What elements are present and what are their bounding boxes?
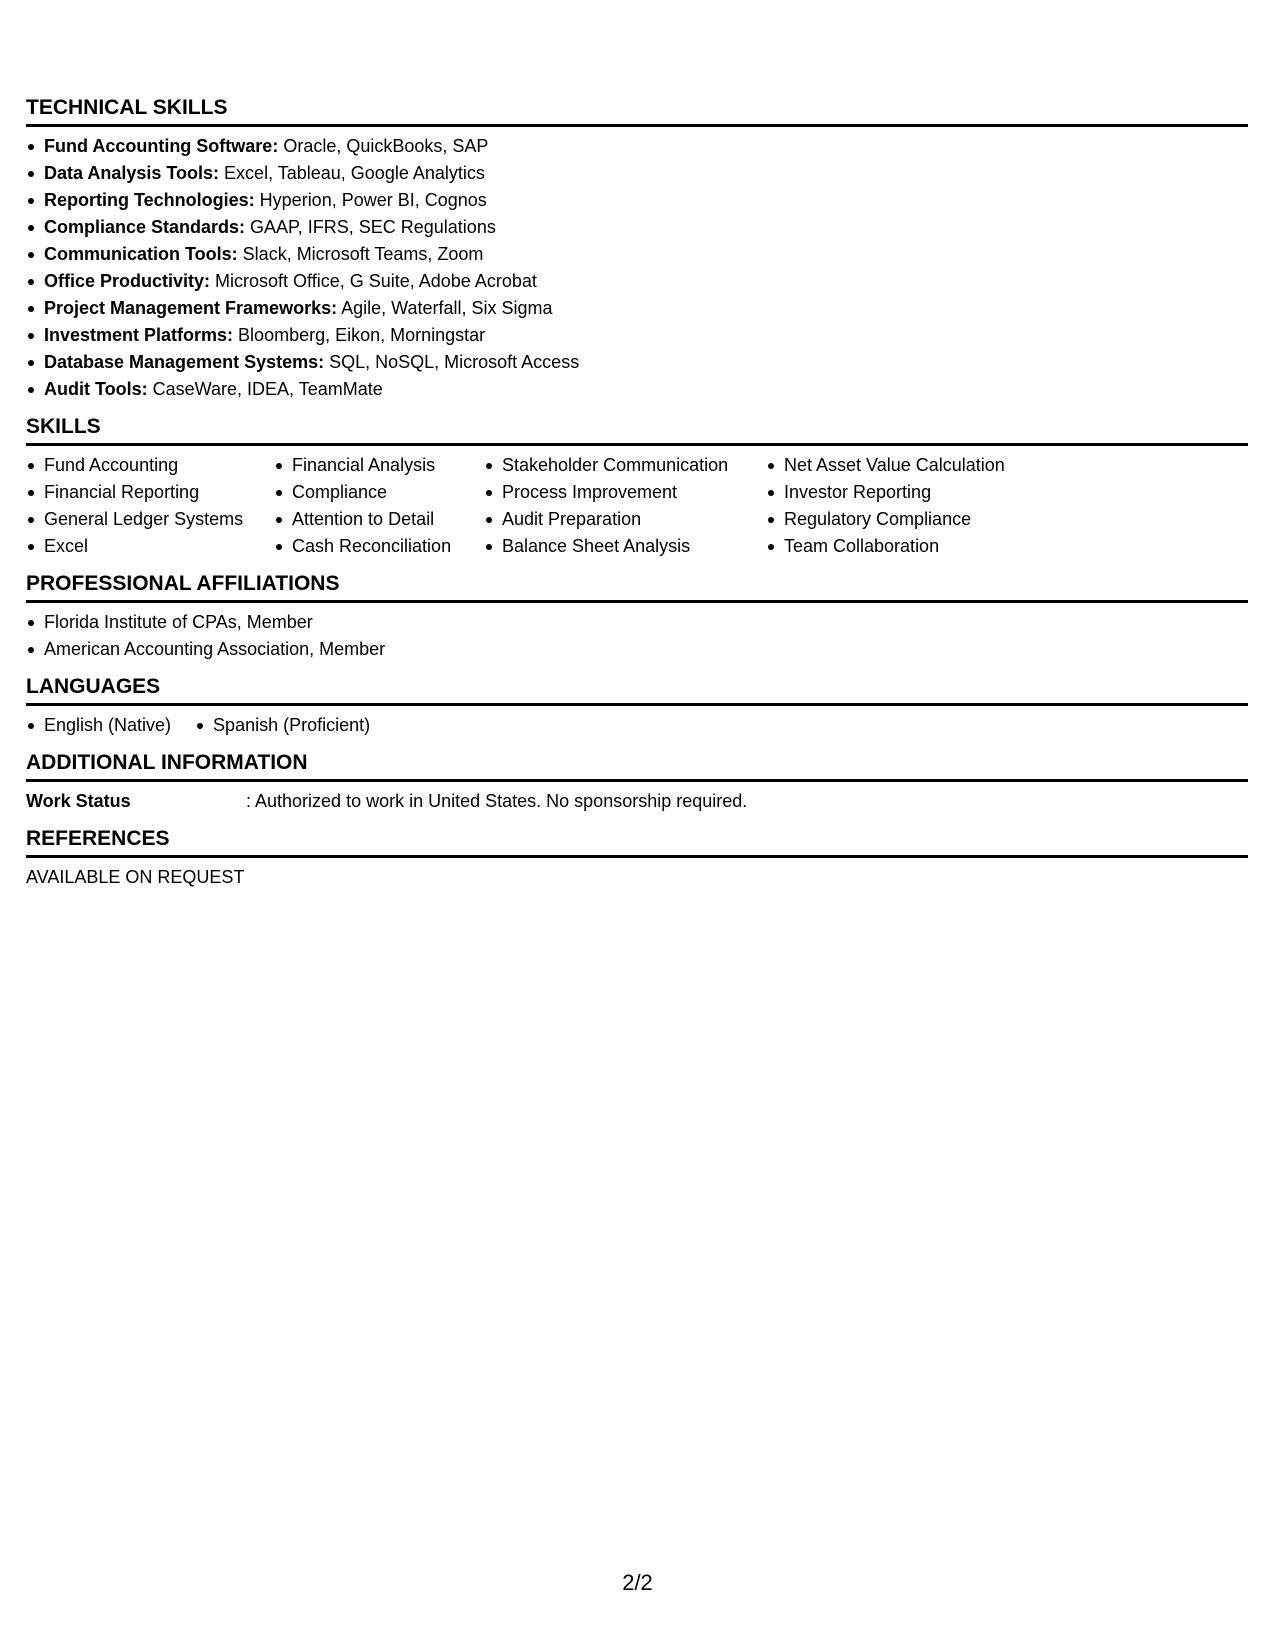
item-value: Oracle, QuickBooks, SAP	[278, 136, 489, 156]
list-item	[26, 295, 1248, 322]
list-item: Financial Analysis	[274, 452, 484, 479]
item-value: CaseWare, IDEA, TeamMate	[147, 379, 383, 399]
item-label: Office Productivity:	[44, 271, 211, 291]
section-title: LANGUAGES	[26, 675, 1248, 706]
item-value: Excel, Tableau, Google Analytics	[219, 163, 485, 183]
list-item: Fund Accounting	[26, 452, 274, 479]
languages-list	[26, 712, 1248, 739]
affiliations-list	[26, 609, 1248, 663]
list-item: Balance Sheet Analysis	[484, 533, 766, 560]
resume-page	[26, 96, 1248, 903]
list-item: Stakeholder Communication	[484, 452, 766, 479]
list-item	[26, 349, 1248, 376]
section-title: SKILLS	[26, 415, 1248, 446]
list-item: Compliance	[274, 479, 484, 506]
work-status-row	[26, 788, 1248, 815]
list-item: Investor Reporting	[766, 479, 1066, 506]
list-item	[26, 268, 1248, 295]
section-title: REFERENCES	[26, 827, 1248, 858]
list-item	[26, 241, 1248, 268]
item-value: Slack, Microsoft Teams, Zoom	[237, 244, 484, 264]
item-value: Microsoft Office, G Suite, Adobe Acrobat	[210, 271, 537, 291]
additional-info-section	[26, 751, 1248, 815]
item-label: Fund Accounting Software:	[44, 136, 279, 156]
list-item: Florida Institute of CPAs, Member	[26, 609, 1248, 636]
item-label: Project Management Frameworks:	[44, 298, 338, 318]
list-item: Financial Reporting	[26, 479, 274, 506]
item-label: Data Analysis Tools:	[44, 163, 220, 183]
list-item: Spanish (Proficient)	[195, 712, 370, 739]
item-value: Agile, Waterfall, Six Sigma	[337, 298, 553, 318]
section-title: TECHNICAL SKILLS	[26, 96, 1248, 127]
skills-column	[26, 452, 274, 560]
list-item	[26, 376, 1248, 403]
list-item	[26, 160, 1248, 187]
item-label: Compliance Standards:	[44, 217, 246, 237]
list-item: Cash Reconciliation	[274, 533, 484, 560]
list-item: Audit Preparation	[484, 506, 766, 533]
languages-section	[26, 675, 1248, 739]
item-value: GAAP, IFRS, SEC Regulations	[245, 217, 496, 237]
list-item: General Ledger Systems	[26, 506, 274, 533]
list-item: Regulatory Compliance	[766, 506, 1066, 533]
list-item: Process Improvement	[484, 479, 766, 506]
item-value: SQL, NoSQL, Microsoft Access	[324, 352, 580, 372]
work-status-value: : Authorized to work in United States. No sponsorship required.	[246, 791, 748, 811]
list-item	[26, 133, 1248, 160]
skills-section	[26, 415, 1248, 560]
affiliations-section	[26, 572, 1248, 663]
list-item: American Accounting Association, Member	[26, 636, 1248, 663]
references-section	[26, 827, 1248, 891]
list-item	[26, 214, 1248, 241]
references-text: AVAILABLE ON REQUEST	[26, 867, 245, 887]
item-value: Hyperion, Power BI, Cognos	[254, 190, 487, 210]
technical-skills-section	[26, 96, 1248, 403]
item-label: Reporting Technologies:	[44, 190, 255, 210]
list-item: Attention to Detail	[274, 506, 484, 533]
section-title: PROFESSIONAL AFFILIATIONS	[26, 572, 1248, 603]
skills-grid	[26, 452, 1248, 560]
list-item	[26, 187, 1248, 214]
item-label: Investment Platforms:	[44, 325, 234, 345]
skills-column	[484, 452, 766, 560]
skills-column	[274, 452, 484, 560]
list-item	[26, 322, 1248, 349]
item-label: Audit Tools:	[44, 379, 148, 399]
list-item: Team Collaboration	[766, 533, 1066, 560]
page-number: 2/2	[622, 1570, 653, 1595]
work-status-label: Work Status	[26, 791, 131, 811]
item-value: Bloomberg, Eikon, Morningstar	[233, 325, 486, 345]
section-title: ADDITIONAL INFORMATION	[26, 751, 1248, 782]
item-label: Communication Tools:	[44, 244, 238, 264]
skills-column	[766, 452, 1066, 560]
list-item: Net Asset Value Calculation	[766, 452, 1066, 479]
list-item: English (Native)	[26, 712, 171, 739]
list-item: Excel	[26, 533, 274, 560]
item-label: Database Management Systems:	[44, 352, 325, 372]
technical-skills-list	[26, 133, 1248, 403]
